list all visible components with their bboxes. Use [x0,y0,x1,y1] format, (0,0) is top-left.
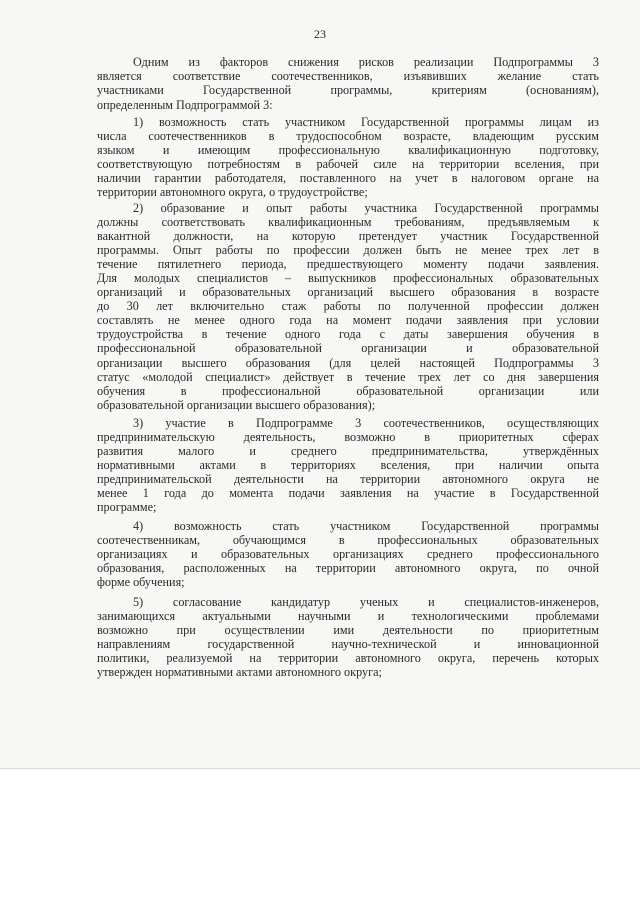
text-line: направлениям государственной научно-технической и инновационной [97,637,599,651]
text-line: языком и имеющим профессиональную квалификационную подготовку, [97,143,599,157]
text-line: утвержден нормативными актами автономного округа; [97,665,382,679]
text-line: 3) участие в Подпрограмме 3 соотечественников, осуществляющих [133,416,599,430]
text-line: соответствующую потребностям в рабочей силе на территории вселения, при [97,157,599,171]
text-line: возможно при осуществлении ими деятельности по приоритетным [97,623,599,637]
text-line: организации высшего образования (для целей настоящей Подпрограммы 3 [97,356,599,370]
blank-area [0,769,640,905]
text-line: образования, расположенных на территории автономного округа, по очной [97,561,599,575]
text-line: является соответствие соотечественников, изъявивших желание стать [97,69,599,83]
text-line: 4) возможность стать участником Государственной программы [133,519,599,533]
text-line: предпринимательскую деятельность, возможно в приоритетных сферах [97,430,599,444]
text-line: программы. Опыт работы по профессии должен быть не менее трех лет в [97,243,599,257]
text-line: политики, реализуемой на территории автономного округа, перечень которых [97,651,599,665]
text-line: менее 1 года до момента подачи заявления на участие в Государственной [97,486,599,500]
text-line: должны соответствовать квалификационным требованиям, предъявляемым к [97,215,599,229]
page-number: 23 [314,27,326,41]
text-line: 1) возможность стать участником Государственной программы лицам из [133,115,599,129]
text-line: вакантной должности, на которую претендует участник Государственной [97,229,599,243]
text-line: участниками Государственной программы, критериям (основаниям), [97,83,599,97]
text-line: Одним из факторов снижения рисков реализации Подпрограммы 3 [133,55,599,69]
text-line: определенным Подпрограммой 3: [97,98,273,112]
text-line: образовательной организации высшего образования); [97,398,376,412]
text-line: до 30 лет включительно стаж работы по полученной профессии должен [97,299,599,313]
text-line: развития малого и среднего предпринимательства, утверждённых [97,444,599,458]
text-line: форме обучения; [97,575,185,589]
text-line: течение пятилетнего периода, предшествующего моменту подачи заявления. [97,257,599,271]
text-line: программе; [97,500,157,514]
text-line: организациях и образовательных организациях среднего профессионального [97,547,599,561]
text-line: статус «молодой специалист» действует в течение трех лет со дня завершения [97,370,599,384]
text-line: организаций и образовательных организаций высшего образования в возрасте [97,285,599,299]
text-line: числа соотечественников в трудоспособном возрасте, владеющим русским [97,129,599,143]
text-line: Для молодых специалистов – выпускников профессиональных образовательных [97,271,599,285]
text-line: наличии гарантии работодателя, поставленного на учет в налоговом органе на [97,171,599,185]
text-line: соотечественникам, обучающимся в профессиональных образовательных [97,533,599,547]
text-line: занимающихся актуальными научными и технологическими проблемами [97,609,599,623]
text-line: составлять не менее одного года на момент подачи заявления при условии [97,313,599,327]
text-line: нормативными актами в территориях вселения, при наличии опыта [97,458,599,472]
text-line: обучения в профессиональной образовательной организации или [97,384,599,398]
text-line: 5) согласование кандидатур ученых и специалистов-инженеров, [133,595,599,609]
text-line: 2) образование и опыт работы участника Государственной программы [133,201,599,215]
text-line: предпринимательской деятельности на территории автономного округа не [97,472,599,486]
text-line: профессиональной образовательной организации и образовательной [97,341,599,355]
text-line: трудоустройства в течение одного года с даты завершения обучения в [97,327,599,341]
text-line: территории автономного округа, о трудоустройстве; [97,185,368,199]
